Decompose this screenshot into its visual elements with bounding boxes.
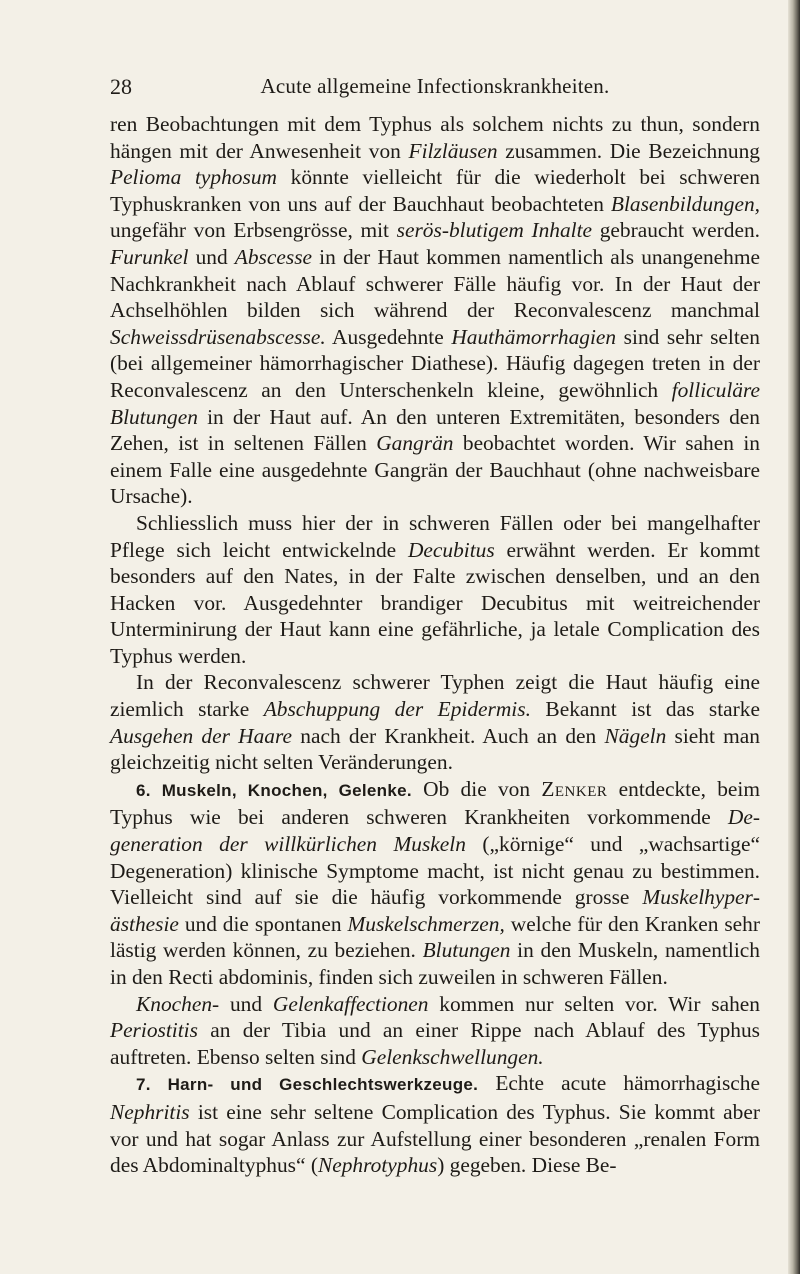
italic-term: Nephritis [110,1099,190,1124]
italic-term: Schweissdrüsenabscesse. [110,324,326,349]
italic-term: Periostitis [110,1018,198,1043]
paragraph [110,111,760,510]
paragraph [110,669,760,775]
text-run: Ausgedehnte [325,324,452,349]
italic-term: Gangrän [376,431,454,456]
page-number: 28 [110,74,132,99]
text-run: erwähnt werden. Er kommt besonders auf den Nates, in der Falte zwischen denselben, und an den Hacken vor. Ausgedehnter brandiger Decubitus mit weitreichender Unterminirung der Haut kann eine gefährliche, ja letale Complication des Typhus werden. [110,537,760,668]
text-run: entdeckte, beim Typhus wie bei anderen schweren Krankheiten vorkommende [110,776,760,830]
text-run: könnte vielleicht für die wiederholt bei schweren Typhuskranken von uns auf der Bauchhaut beobachteten [110,165,760,216]
italic-term: serös-blutigem Inhalte [396,218,593,243]
author-name: Zenker [541,776,608,801]
text-run: und [219,991,273,1016]
section-heading: 6. Muskeln, Knochen, Gelenke. [136,780,412,800]
text-run: („körnige“ und „wachsartige“ Degeneration) klinische Symptome macht, ist nicht genau zu bestimmen. Vielleicht sind auf sie die häufig vorkommende grosse [110,832,760,910]
text-run: beobachtet worden. Wir sahen in einem Falle eine ausgedehnte Gangrän der Bauchhaut (ohne nachweisbare Ursache). [110,431,760,509]
italic-term: Nägeln [604,723,667,748]
text-run: ) gegeben. Diese Be- [437,1153,617,1178]
text-run: welche für den Kranken sehr lästig werden können, zu beziehen. [110,911,760,963]
text-run: in der Haut auf. An den unteren Extremitäten, besonders den Zehen, ist in seltenen Fällen [110,404,760,456]
text-run: Schliesslich muss hier der in schweren Fällen oder bei mangelhafter Pflege sich leicht entwickelnde [110,510,760,562]
italic-term: Gelenkaffectionen [272,991,429,1016]
italic-term: Muskelhyperästhesie [110,885,760,936]
text-run: sind sehr selten (bei allgemeiner hämorrhagischer Diathese). Häufig dagegen treten in der Reconvalescenz an den Unterschenkeln kleine, gewöhnlich [110,324,760,402]
italic-term: Decubitus [407,537,495,562]
text-run: nach der Krankheit. Auch an den [292,723,605,748]
italic-term: Abschuppung der Epidermis. [263,697,531,722]
italic-term: Degeneration der willkürlichen Muskeln [110,805,760,857]
text-run: und [188,244,235,269]
italic-term: Pelioma typhosum [110,165,277,190]
paragraph [110,991,760,1071]
text-run: sieht man gleichzeitig nicht selten Veränderungen. [110,723,760,775]
text-run: In der Reconvalescenz schwerer Typhen zeigt die Haut häufig eine ziemlich starke [110,670,760,722]
page-header [110,74,760,106]
italic-term: Furunkel [110,244,189,269]
text-run: an der Tibia und an einer Rippe nach Ablauf des Typhus auftreten. Ebenso selten sind [110,1018,760,1069]
text-run: gebraucht werden. [592,218,760,243]
text-run: und die spontanen [178,911,348,936]
text-run: Echte acute hämorrhagische [478,1071,760,1096]
text-run: ungefähr von Erbsengrösse, mit [110,218,397,243]
italic-term: Blutungen [422,938,511,963]
italic-term: folliculäre Blutungen [110,377,760,429]
italic-term: Ausgehen der Haare [110,723,293,748]
paragraph [110,1070,760,1178]
text-run: in der Haut kommen namentlich als unangenehme Nachkrankheit nach Ablauf schwerer Fälle häufig vor. In der Haut der Achselhöhlen bilden sich während der Reconvalescenz manchmal [110,244,760,323]
italic-term: Blasenbildungen, [610,191,760,216]
page-edge-shadow [788,0,800,1274]
italic-term: Abscesse [234,244,313,269]
italic-term: Gelenkschwellungen. [361,1044,544,1069]
text-run: kommen nur selten vor. Wir sahen [428,991,760,1016]
italic-term: Muskelschmerzen, [347,911,505,936]
text-run: Bekannt ist das starke [530,697,760,722]
italic-term: Nephrotyphus [317,1153,438,1178]
text-run: in den Muskeln, namentlich in den Recti abdominis, finden sich zuweilen in schweren Fällen. [110,938,760,989]
section-heading: 7. Harn- und Geschlechtswerkzeuge. [136,1075,479,1095]
text-run: Ob die von [411,776,542,801]
paragraph [110,776,760,991]
italic-term: Filzläusen [408,138,498,163]
running-title: Acute allgemeine Infectionskrankheiten. [260,74,610,98]
text-run: zusammen. Die Bezeichnung [497,138,760,163]
text-run: ren Beobachtungen mit dem Typhus als solchem nichts zu thun, sondern hängen mit der Anwesenheit von [110,112,760,163]
paragraph [110,510,760,670]
italic-term: Knochen- [136,991,220,1016]
body-text [110,111,760,1179]
italic-term: Hauthämorrhagien [451,324,617,349]
text-run: ist eine sehr seltene Complication des Typhus. Sie kommt aber vor und hat sogar Anlass zur Aufstellung einer besonderen „renalen Form des Abdominaltyphus“ ( [110,1099,760,1178]
